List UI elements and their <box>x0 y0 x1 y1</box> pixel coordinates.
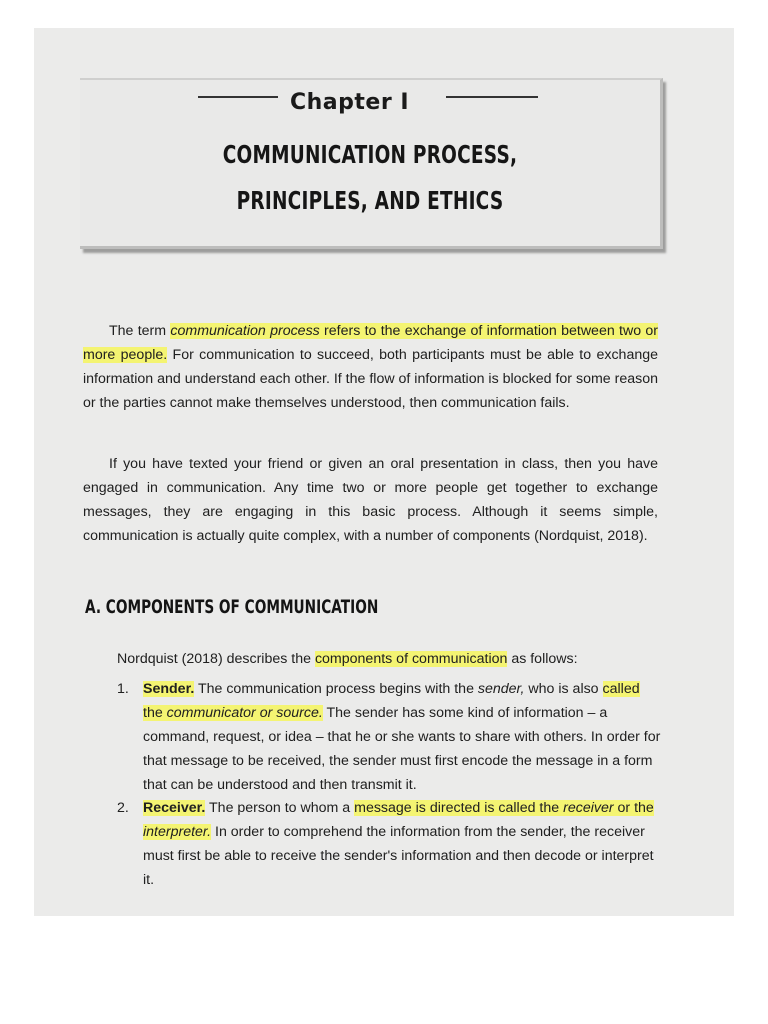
item-emphasis: sender, <box>477 681 525 697</box>
item-highlight-emphasis: receiver <box>563 800 614 816</box>
p1-lead: The term <box>109 323 171 339</box>
list-item-text <box>143 677 662 797</box>
intro-paragraph-2: If you have texted your friend or given an oral presentation in class, then you have engaged in communication. Any time two or more people get together to exchange messages, they are engaging in this basic process. Although it seems simple, communication is actually quite complex, with a number of components (Nordquist, 2018). <box>83 456 658 544</box>
item-text-part: who is also <box>524 681 603 697</box>
list-item-sender <box>117 677 662 797</box>
list-item-number: 1. <box>117 681 129 697</box>
page-margin <box>0 916 768 1024</box>
item-text-part: In order to comprehend the information from the sender, the receiver must first be able to receive the sender's information and then decode or interpret it. <box>143 824 654 888</box>
section-intro-lead: Nordquist (2018) describes the <box>117 651 315 667</box>
item-highlight-text: message is directed is called the <box>354 800 564 816</box>
chapter-title-line1: COMMUNICATION PROCESS, <box>222 140 518 169</box>
list-item-number: 2. <box>117 800 129 816</box>
item-label: Receiver. <box>143 800 206 816</box>
section-intro-tail: as follows: <box>507 651 578 667</box>
chapter-rule-right <box>446 96 538 98</box>
list-item-text <box>143 796 662 892</box>
item-text-part: The person to whom a <box>205 800 355 816</box>
p1-term: communication process <box>170 323 320 339</box>
item-highlight-text: called the <box>143 681 640 721</box>
item-highlight-emphasis: communicator or source. <box>166 705 323 721</box>
item-label: Sender. <box>143 681 195 697</box>
item-text-part: The sender has some kind of information – a command, request, or idea – that he or she wants to share with others. In order for that message to be received, the sender must first encode the message in a form that can be understood and then transmit it. <box>143 705 661 793</box>
intro-paragraph-1 <box>83 319 658 415</box>
chapter-title-line2: PRINCIPLES, AND ETHICS <box>236 186 504 215</box>
chapter-rule-left <box>198 96 278 98</box>
section-heading: A. COMPONENTS OF COMMUNICATION <box>85 596 379 618</box>
section-intro-highlight: components of communication <box>314 651 508 667</box>
list-item-receiver <box>117 796 662 892</box>
item-highlight-text: or the <box>613 800 654 816</box>
chapter-label: Chapter I <box>290 90 410 115</box>
p1-definition: refers to the exchange of information between two or more people. <box>83 323 658 363</box>
item-highlight-emphasis: interpreter. <box>143 824 212 840</box>
p1-rest: For communication to succeed, both participants must be able to exchange information and understand each other. If the flow of information is blocked for some reason or the parties cannot make themselves understood, then communication fails. <box>83 347 659 411</box>
item-text-part: The communication process begins with the <box>194 681 478 697</box>
section-intro <box>117 647 662 671</box>
